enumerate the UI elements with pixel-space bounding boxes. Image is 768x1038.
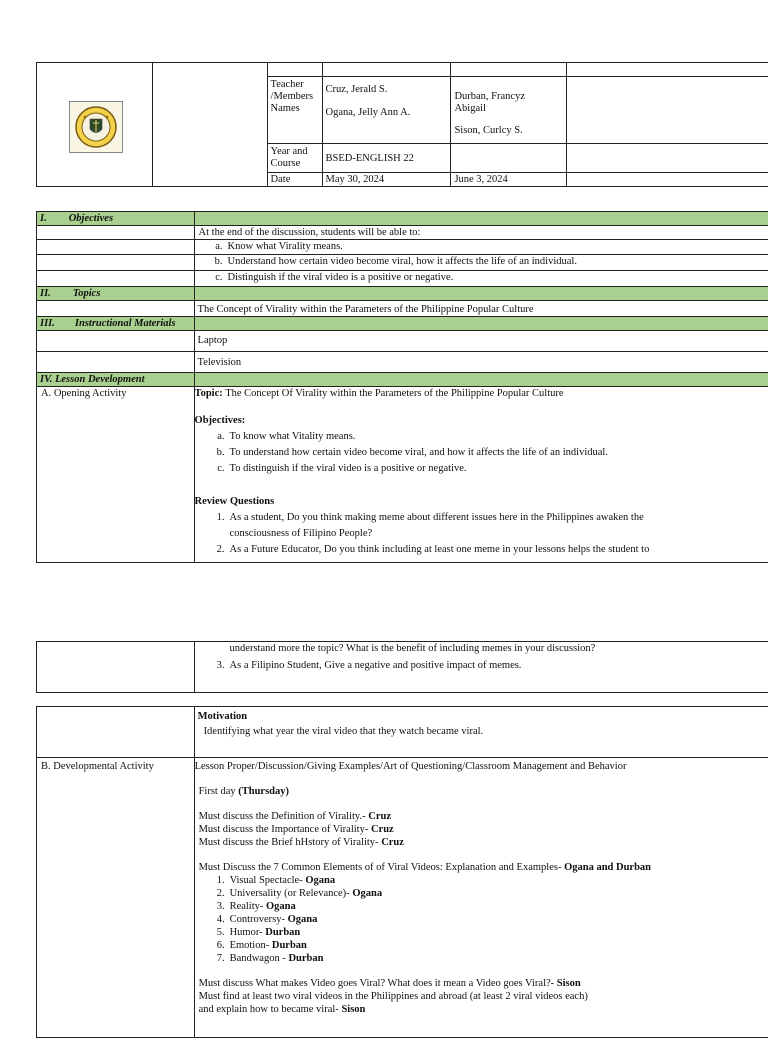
lesson-plan-table	[36, 211, 768, 563]
objective-item: c. Distinguish if the viral video is a positive or negative.	[194, 271, 768, 287]
year-value: BSED-ENGLISH 22	[322, 144, 451, 173]
members-col1	[322, 77, 451, 144]
opening-activity-content: Topic: The Concept Of Virality within the Parameters of the Philippine Popular Culture Objectives: a. To know what Vitality means. b. To understand how certain video become viral, and how it affects the life of an individual. c. To distinguish if the viral video is a positive or negative. Review Questions 1. As a student, Do you think making meme about different issues here in the Philippines awaken the consciousness of Filipino People? 2. As a Future Educator, Do you think including at least one meme in your lessons helps the student to	[194, 387, 768, 563]
header-table	[36, 62, 768, 187]
objective-item: a. Know what Virality means.	[194, 240, 768, 255]
member-name: Ogana, Jelly Ann A.	[325, 107, 411, 118]
continuation-table	[36, 641, 768, 693]
objectives-intro: At the end of the discussion, students will be able to:	[194, 226, 768, 240]
member-name: Cruz, Jerald S.	[325, 84, 388, 95]
member-name: Sison, Curlcy S.	[454, 125, 523, 136]
opening-activity-label: A. Opening Activity	[37, 387, 195, 563]
material-item: Laptop	[194, 331, 768, 352]
date-value-2: June 3, 2024	[451, 173, 567, 187]
member-name: Durban, Francyz Abigail	[454, 91, 525, 114]
topics-heading: II. Topics	[37, 287, 195, 301]
objective-item: b. Understand how certain video become viral, how it affects the life of an individual.	[194, 255, 768, 271]
developmental-activity-label: B. Developmental Activity	[37, 758, 195, 1038]
date-label: Date	[267, 173, 322, 187]
lesson-heading: IV. Lesson Development	[37, 373, 195, 387]
members-col2	[451, 77, 567, 144]
year-label: Year and Course	[267, 144, 322, 173]
seal-icon	[73, 105, 119, 149]
material-item: Television	[194, 352, 768, 373]
objectives-heading: I. Objectives	[37, 212, 195, 226]
developmental-activity-content: Lesson Proper/Discussion/Giving Examples/Art of Questioning/Classroom Management and Behavior First day (Thursday) Must discuss the Definition of Virality.- Cruz Must discuss the Importance of Virality- Cruz Must discuss the Brief hHstory of Virality- Cruz Must Discuss the 7 Common Elements of of Viral Videos: Explanation and Examples- Ogana and Durban 1. Visual Spectacle- Ogana 2. Universality (or Relevance)- Ogana 3. Reality- Ogana 4. Controversy- Ogana 5. Humor- Durban 6. Emotion- Durban 7. Bandwagon - Durban Must discuss What makes Video goes Viral? What does it mean a Video goes Viral?- Sison Must find at least two viral videos in the Philippines and abroad (at least 2 viral videos each) and explain how to became viral- Sison	[194, 758, 768, 1038]
date-value-1: May 30, 2024	[322, 173, 451, 187]
motivation-content: Motivation Identifying what year the viral video that they watch became viral.	[194, 707, 768, 758]
materials-heading: III. Instructional Materials	[37, 317, 195, 331]
activity-table	[36, 706, 768, 1038]
topic-text: The Concept of Virality within the Parameters of the Philippine Popular Culture	[194, 301, 768, 317]
review-questions-continued: understand more the topic? What is the benefit of including memes in your discussion? 3. As a Filipino Student, Give a negative and positive impact of memes.	[194, 642, 768, 693]
university-seal-logo	[69, 101, 123, 153]
names-label: Teacher /Members Names	[267, 77, 322, 144]
